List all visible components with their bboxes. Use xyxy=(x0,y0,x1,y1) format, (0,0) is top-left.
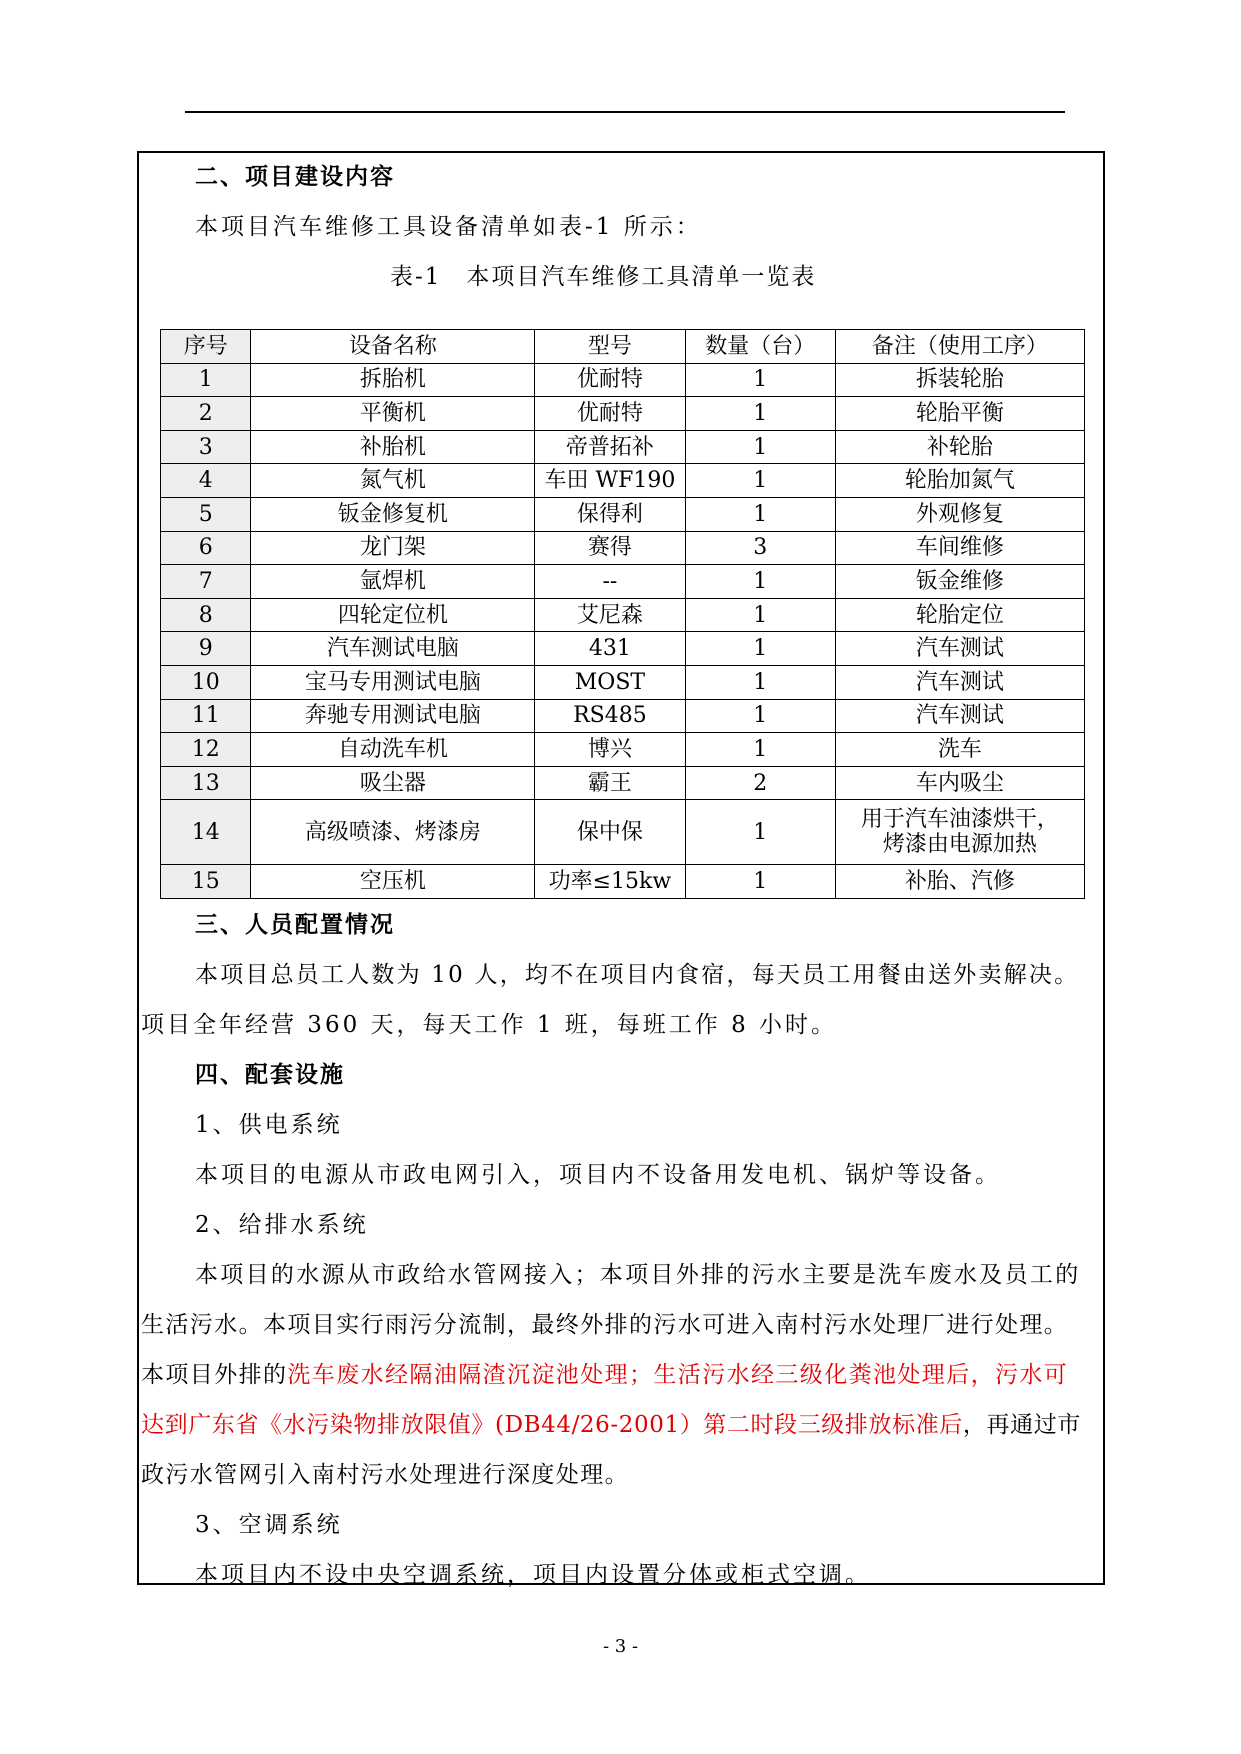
air-conditioning-subheading: 3、空调系统 xyxy=(195,1512,343,1538)
table-cell: 1 xyxy=(685,665,835,699)
table-cell: 钣金修复机 xyxy=(251,497,535,531)
table-cell: 吸尘器 xyxy=(251,766,535,800)
header-cell: 序号 xyxy=(161,330,251,364)
water-system-text-line: 本项目的水源从市政给水管网接入；本项目外排的污水主要是洗车废水及员工的 xyxy=(195,1262,1081,1288)
table-row xyxy=(161,800,1085,865)
table-cell: 保中保 xyxy=(535,800,685,865)
table-cell: 15 xyxy=(161,865,251,899)
table-row xyxy=(161,397,1085,431)
table-cell: 帝普拓补 xyxy=(535,430,685,464)
table-cell: 汽车测试 xyxy=(835,699,1084,733)
cell-line: 烤漆由电源加热 xyxy=(882,832,1037,858)
table-cell: 1 xyxy=(685,497,835,531)
table-cell: 空压机 xyxy=(251,865,535,899)
table-cell: 1 xyxy=(685,699,835,733)
power-supply-subheading: 1、供电系统 xyxy=(195,1112,343,1138)
table-cell: RS485 xyxy=(535,699,685,733)
highlighted-text: 洗车废水经隔油隔渣沉淀池处理；生活污水经三级化粪池处理后，污水可 xyxy=(287,1362,1069,1388)
water-system-text-line: 生活污水。本项目实行雨污分流制，最终外排的污水可进入南村污水处理厂进行处理。 xyxy=(141,1312,1069,1338)
table-row xyxy=(161,598,1085,632)
table-cell: 补轮胎 xyxy=(835,430,1084,464)
table-cell: 1 xyxy=(685,565,835,599)
table-cell: 6 xyxy=(161,531,251,565)
header-cell: 数量（台） xyxy=(685,330,835,364)
section-4-heading: 四、配套设施 xyxy=(195,1061,345,1088)
table-cell: 艾尼森 xyxy=(535,598,685,632)
table-cell: 补胎机 xyxy=(251,430,535,464)
table-cell: 轮胎定位 xyxy=(835,598,1084,632)
table-cell: 功率≤15kw xyxy=(535,865,685,899)
table-caption: 表-1 本项目汽车维修工具清单一览表 xyxy=(390,264,817,290)
table-cell: 431 xyxy=(535,632,685,666)
water-system-text-line: 政污水管网引入南村污水处理进行深度处理。 xyxy=(141,1462,629,1488)
table-cell: 自动洗车机 xyxy=(251,733,535,767)
page-number: - 3 - xyxy=(602,1636,639,1657)
table-cell: 补胎、汽修 xyxy=(835,865,1084,899)
table-header-row xyxy=(161,330,1085,364)
table-cell: 博兴 xyxy=(535,733,685,767)
section-3-heading: 三、人员配置情况 xyxy=(195,911,395,938)
table-cell: 13 xyxy=(161,766,251,800)
table-cell: 轮胎加氮气 xyxy=(835,464,1084,498)
section-3-paragraph-line: 本项目总员工人数为 10 人，均不在项目内食宿，每天员工用餐由送外卖解决。 xyxy=(195,962,1080,988)
table-row xyxy=(161,733,1085,767)
table-cell: 11 xyxy=(161,699,251,733)
air-conditioning-text: 本项目内不设中央空调系统，项目内设置分体或柜式空调。 xyxy=(195,1562,871,1588)
table-cell: 1 xyxy=(685,397,835,431)
table-cell: 奔驰专用测试电脑 xyxy=(251,699,535,733)
table-row xyxy=(161,665,1085,699)
table-cell: 7 xyxy=(161,565,251,599)
table-cell: 优耐特 xyxy=(535,363,685,397)
table-row xyxy=(161,699,1085,733)
table-cell: 1 xyxy=(685,430,835,464)
table-row xyxy=(161,363,1085,397)
table-cell: 拆装轮胎 xyxy=(835,363,1084,397)
header-cell: 型号 xyxy=(535,330,685,364)
table-cell: 车间维修 xyxy=(835,531,1084,565)
equipment-table xyxy=(160,329,1085,899)
plain-text: ，再通过市 xyxy=(962,1412,1081,1438)
table-cell: 1 xyxy=(685,733,835,767)
table-cell: 5 xyxy=(161,497,251,531)
table-cell: 14 xyxy=(161,800,251,865)
table-cell: 高级喷漆、烤漆房 xyxy=(251,800,535,865)
section-2-heading: 二、项目建设内容 xyxy=(195,163,395,190)
table-cell: 氩焊机 xyxy=(251,565,535,599)
table-cell: 1 xyxy=(685,464,835,498)
header-cell: 备注（使用工序） xyxy=(835,330,1084,364)
table-cell: 1 xyxy=(685,865,835,899)
table-cell: 8 xyxy=(161,598,251,632)
table-cell: 4 xyxy=(161,464,251,498)
table-cell: 2 xyxy=(161,397,251,431)
table-cell: 车内吸尘 xyxy=(835,766,1084,800)
water-system-text-line xyxy=(141,1360,1068,1390)
section-2-intro: 本项目汽车维修工具设备清单如表-1 所示： xyxy=(195,214,702,240)
table-cell: 汽车测试电脑 xyxy=(251,632,535,666)
table-cell: 外观修复 xyxy=(835,497,1084,531)
table-cell: 1 xyxy=(685,363,835,397)
table-cell: 拆胎机 xyxy=(251,363,535,397)
table-cell: 3 xyxy=(161,430,251,464)
table-row xyxy=(161,766,1085,800)
table-cell: 3 xyxy=(685,531,835,565)
table-cell: 轮胎平衡 xyxy=(835,397,1084,431)
table-cell: 霸王 xyxy=(535,766,685,800)
table-cell: 12 xyxy=(161,733,251,767)
table-cell xyxy=(835,800,1084,865)
table-cell: 四轮定位机 xyxy=(251,598,535,632)
table-cell: 保得利 xyxy=(535,497,685,531)
table-cell: 赛得 xyxy=(535,531,685,565)
table-cell: 洗车 xyxy=(835,733,1084,767)
cell-line: 用于汽车油漆烘干， xyxy=(860,807,1059,833)
table-cell: 平衡机 xyxy=(251,397,535,431)
table-cell: 汽车测试 xyxy=(835,665,1084,699)
table-row xyxy=(161,531,1085,565)
table-cell: 汽车测试 xyxy=(835,632,1084,666)
header-cell: 设备名称 xyxy=(251,330,535,364)
header-rule xyxy=(185,111,1065,113)
table-cell: 1 xyxy=(685,632,835,666)
table-cell: 钣金维修 xyxy=(835,565,1084,599)
table-cell: 氮气机 xyxy=(251,464,535,498)
table-cell: 优耐特 xyxy=(535,397,685,431)
highlighted-text: 达到广东省《水污染物排放限值》(DB44/26-2001）第二时段三级排放标准后 xyxy=(141,1412,963,1438)
table-row xyxy=(161,497,1085,531)
table-row xyxy=(161,865,1085,899)
table-cell: 10 xyxy=(161,665,251,699)
table-row xyxy=(161,632,1085,666)
table-cell: 1 xyxy=(161,363,251,397)
water-system-subheading: 2、给排水系统 xyxy=(195,1212,369,1238)
table-row xyxy=(161,430,1085,464)
water-system-text-line xyxy=(141,1410,1081,1440)
table-row xyxy=(161,464,1085,498)
table-cell: 1 xyxy=(685,800,835,865)
table-cell: MOST xyxy=(535,665,685,699)
section-3-paragraph-line: 项目全年经营 360 天，每天工作 1 班，每班工作 8 小时。 xyxy=(141,1012,838,1038)
table-cell: 龙门架 xyxy=(251,531,535,565)
table-cell: 车田 WF190 xyxy=(535,464,685,498)
table-cell: 宝马专用测试电脑 xyxy=(251,665,535,699)
plain-text: 本项目外排的 xyxy=(141,1362,288,1388)
table-cell: 2 xyxy=(685,766,835,800)
table-row xyxy=(161,565,1085,599)
table-cell: 9 xyxy=(161,632,251,666)
table-cell: -- xyxy=(535,565,685,599)
power-supply-text: 本项目的电源从市政电网引入，项目内不设备用发电机、锅炉等设备。 xyxy=(195,1162,1001,1188)
table-cell: 1 xyxy=(685,598,835,632)
